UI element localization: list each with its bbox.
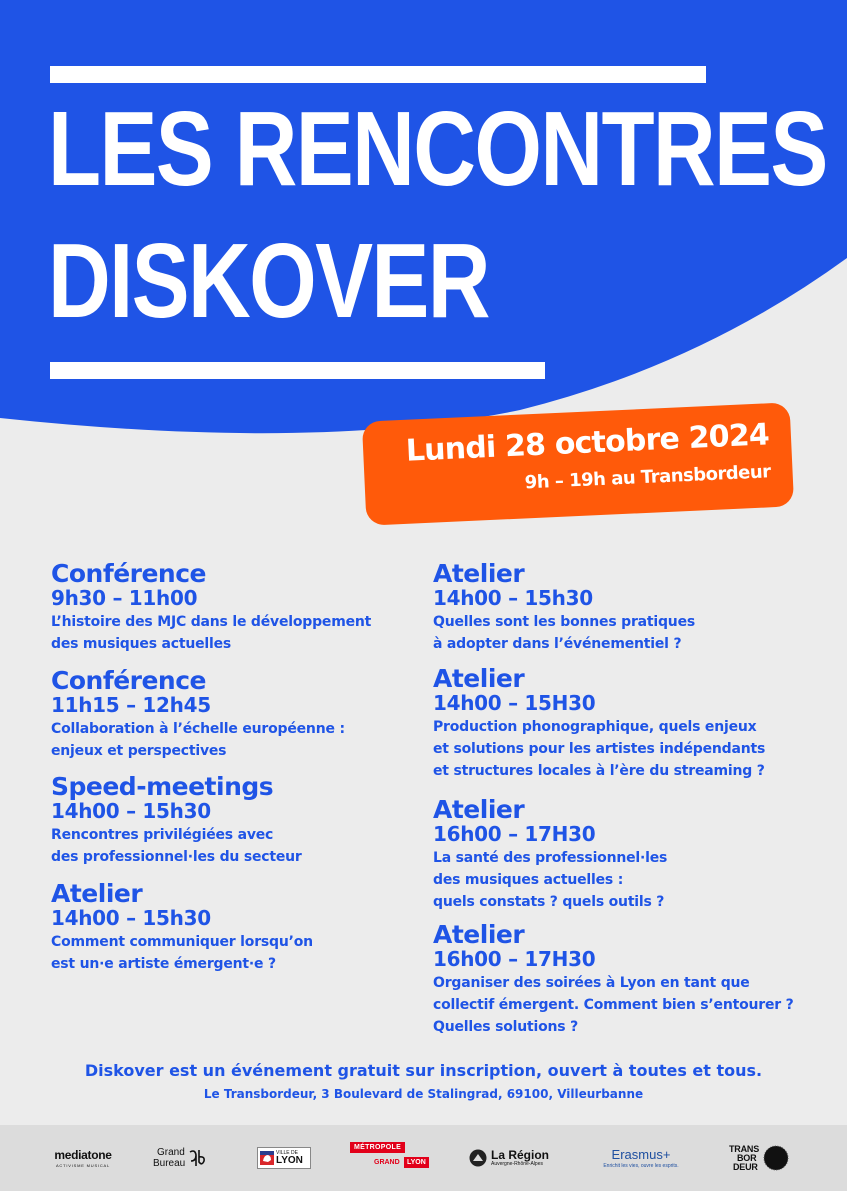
program-item-type: Speed-meetings [51,772,274,801]
description-line: Production phonographique, quels enjeux [433,719,757,735]
program-item-description [433,972,794,1038]
program-item [433,665,765,782]
erasmus-tagline: Enrichit les vies, ouvre les esprits. [603,1163,679,1169]
program-item [51,773,302,868]
mediatone-tagline: ACTIVISME MUSICAL [55,1163,111,1168]
ville-de-label: VILLE DE [276,1149,298,1156]
description-line: Quelles sont les bonnes pratiques [433,614,696,630]
transbordeur-circle-icon [763,1145,789,1171]
description-line: et structures locales à l’ère du streaming ? [433,763,765,779]
program-item-description [433,611,695,655]
ville-de-lyon-text [276,1151,303,1166]
title-line-1: LES RENCONTRES [48,90,827,208]
program-item-description [433,716,765,782]
program-item-time: 14h00 – 15h30 [433,586,593,610]
region-icon [469,1149,487,1167]
transbordeur-line: DEUR [733,1161,758,1172]
erasmus-logo [589,1125,693,1191]
program-item-time: 14h00 – 15h30 [51,906,211,930]
program-item [51,560,371,655]
description-line: à adopter dans l’événementiel ? [433,636,682,652]
title-bottom-bar [50,362,545,379]
program-right-column [433,560,833,1040]
description-line: collectif émergent. Comment bien s’entourer ? [433,997,794,1013]
partners-strip [0,1125,847,1191]
grand-bureau-mark-icon [188,1148,206,1168]
grand-bureau-wordmark [153,1147,185,1169]
footer-info: Diskover est un événement gratuit sur inscription, ouvert à toutes et tous. [84,1061,763,1080]
description-line: L’histoire des MJC dans le développement [51,614,372,630]
date-badge [362,402,794,525]
program-item-type: Atelier [433,795,525,824]
program-item [433,560,695,655]
transbordeur-wordmark [729,1145,759,1172]
region-label: La Région [491,1148,550,1163]
erasmus-text [589,1147,693,1169]
event-date: Lundi 28 octobre 2024 [405,417,770,469]
la-region-logo [469,1125,559,1191]
title-line-2: DISKOVER [48,222,489,340]
program-item-description [51,931,313,975]
region-sublabel: Auvergne-Rhône-Alpes [491,1160,543,1167]
event-hours-venue: 9h – 19h au Transbordeur [524,461,772,494]
description-line: Rencontres privilégiées avec [51,827,274,843]
ville-de-lyon-frame [257,1147,311,1169]
metropole-label: MÉTROPOLE [350,1142,405,1153]
program-item-description [51,824,302,868]
lyon-label: LYON [404,1157,429,1168]
program-item [51,667,345,762]
metropole-grand-lyon-logo [350,1125,430,1191]
grand-bureau-logo [153,1125,217,1191]
grand-label: GRAND [374,1159,400,1166]
program-item [433,921,794,1038]
mediatone-wordmark: mediatone [54,1148,112,1162]
erasmus-label: Erasmus+ [611,1147,671,1162]
region-text [491,1149,549,1167]
grand-bureau-line: Grand [157,1147,185,1158]
description-line: Quelles solutions ? [433,1019,578,1035]
program-left-column [51,560,421,990]
program-item [51,880,313,975]
transbordeur-line: TRANS [729,1143,759,1154]
lyon-lion-icon [260,1151,274,1165]
lyon-label: LYON [276,1154,303,1166]
program-item-type: Atelier [433,664,525,693]
program-item-type: Atelier [51,879,143,908]
program-item-time: 14h00 – 15h30 [51,799,211,823]
description-line: Collaboration à l’échelle européenne : [51,721,345,737]
grand-bureau-line: Bureau [153,1158,186,1169]
transbordeur-line: BOR [737,1152,757,1163]
program-item-description [433,847,667,913]
program-item-description [51,611,371,655]
program-item-time: 16h00 – 17H30 [433,947,596,971]
description-line: des professionnel·les du secteur [51,849,302,865]
description-line: La santé des professionnel·les [433,850,668,866]
program-item-type: Atelier [433,559,525,588]
metropole-frame [350,1142,430,1174]
program-item-type: Conférence [51,666,207,695]
mediatone-logo [48,1125,118,1191]
footer-address: Le Transbordeur, 3 Boulevard de Stalingrad, 69100, Villeurbanne [203,1087,644,1101]
description-line: quels constats ? quels outils ? [433,894,665,910]
description-line: Comment communiquer lorsqu’on [51,934,313,950]
description-line: et solutions pour les artistes indépendants [433,741,766,757]
ville-de-lyon-logo [257,1125,311,1191]
title-top-bar [50,66,706,83]
description-line: enjeux et perspectives [51,743,227,759]
program-item-time: 16h00 – 17H30 [433,822,596,846]
program-item-time: 9h30 – 11h00 [51,586,198,610]
description-line: des musiques actuelles [51,636,232,652]
description-line: est un·e artiste émergent·e ? [51,956,276,972]
program-item-description [51,718,345,762]
program-item-type: Atelier [433,920,525,949]
description-line: Organiser des soirées à Lyon en tant que [433,975,750,991]
transbordeur-logo [729,1125,801,1191]
program-item [433,796,667,913]
program-item-time: 11h15 – 12h45 [51,693,211,717]
description-line: des musiques actuelles : [433,872,624,888]
program-item-type: Conférence [51,559,207,588]
program-item-time: 14h00 – 15H30 [433,691,596,715]
